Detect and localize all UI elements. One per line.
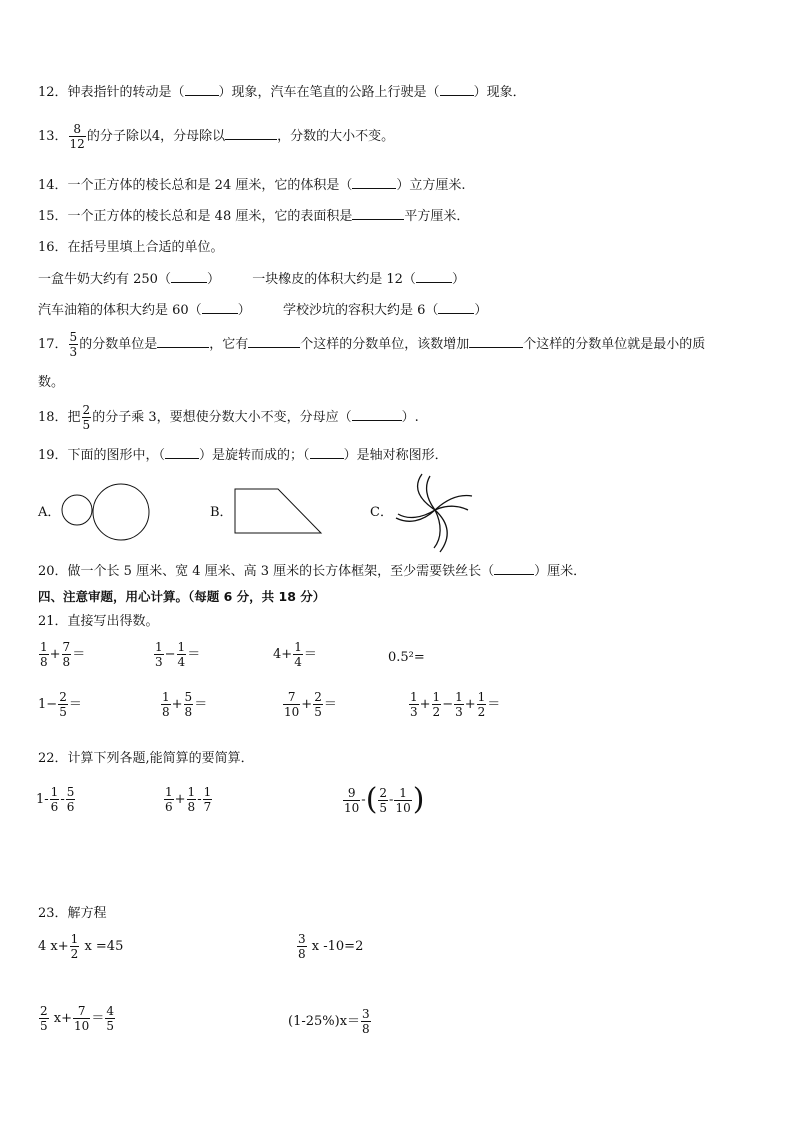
question-12: 12．钟表指针的转动是（ ）现象，汽车在笔直的公路上行驶是（ ）现象． — [38, 85, 526, 100]
answer-blank[interactable] — [438, 301, 474, 314]
answer-blank[interactable] — [165, 446, 199, 459]
question-16-title: 16．在括号里填上合适的单位。 — [38, 240, 224, 255]
answer-blank[interactable] — [310, 446, 344, 459]
answer-blank[interactable] — [185, 83, 219, 96]
calc-22-2: $\frac{1}{6}$ + $\frac{1}{8}$ - $\frac{1}{7}$ — [165, 785, 212, 814]
question-18: 18．把 $\frac{2}{5}$ 的分子乘 3，要想使分数大小不变，分母应（ ）. — [38, 403, 419, 432]
question-16-row2: 汽车油箱的体积大约是 60（ ） 学校沙坑的容积大约是 6（ ） — [38, 303, 488, 318]
question-15: 15．一个正方体的棱长总和是 48 厘米，它的表面积是 平方厘米． — [38, 209, 470, 224]
question-16-row1: 一盒牛奶大约有 250（ ） 一块橡皮的体积大约是 12（ ） — [38, 272, 465, 287]
question-17: 17． $\frac{5}{3}$ 的分数单位是 ，它有 个这样的分数单位，该数增加 个这样的分数单位就是最小的质 — [38, 330, 706, 359]
answer-blank[interactable] — [352, 408, 402, 421]
question-21-title: 21．直接写出得数。 — [38, 614, 159, 629]
question-19: 19．下面的图形中，（ ）是旋转而成的；（ ）是轴对称图形． — [38, 448, 448, 463]
question-23-title: 23．解方程 — [38, 906, 107, 921]
answer-blank[interactable] — [157, 335, 209, 348]
option-a-label: A． — [38, 505, 61, 520]
equation-23-1: 4 x+ $\frac{1}{2}$ x =45 — [38, 932, 124, 961]
equation-23-2: $\frac{3}{8}$ x -10=2 — [298, 932, 364, 961]
pinwheel-figure — [390, 470, 480, 556]
calc-21-3: 4+ $\frac{1}{4}$ ＝ — [273, 640, 317, 669]
answer-blank[interactable] — [171, 270, 207, 283]
question-17-cont: 数。 — [38, 375, 65, 390]
question-22-title: 22．计算下列各题,能简算的要简算． — [38, 751, 254, 766]
answer-blank[interactable] — [469, 335, 523, 348]
calc-21-4: 0.5²= — [388, 650, 425, 665]
answer-blank[interactable] — [352, 207, 404, 220]
calc-21-8: $\frac{1}{3}$ + $\frac{1}{2}$ − $\frac{1}{3}$ + $\frac{1}{2}$ ＝ — [410, 690, 501, 719]
fraction: $\frac{5}{3}$ — [69, 330, 78, 359]
answer-blank[interactable] — [202, 301, 238, 314]
answer-blank[interactable] — [440, 83, 474, 96]
fraction: $\frac{8}{12}$ — [69, 122, 85, 151]
section-4-heading: 四、注意审题，用心计算。（每题 6 分，共 18 分） — [38, 589, 326, 604]
calc-21-6: $\frac{1}{8}$ + $\frac{5}{8}$ ＝ — [162, 690, 208, 719]
fraction: $\frac{2}{5}$ — [82, 403, 91, 432]
option-c-label: C． — [370, 505, 393, 520]
calc-22-3: $\frac{9}{10}$ -( $\frac{2}{5}$ - $\frac{1}{10}$ ) — [344, 782, 425, 817]
calc-21-2: $\frac{1}{3}$ − $\frac{1}{4}$ ＝ — [155, 640, 201, 669]
answer-blank[interactable] — [248, 335, 300, 348]
answer-blank[interactable] — [416, 270, 452, 283]
trapezoid-figure — [230, 485, 326, 537]
equation-23-3: $\frac{2}{5}$ x+ $\frac{7}{10}$ ＝ $\frac{4}{5}$ — [40, 1004, 114, 1033]
option-b-label: B． — [210, 505, 233, 520]
question-14: 14．一个正方体的棱长总和是 24 厘米，它的体积是（ ）立方厘米. — [38, 178, 466, 193]
calc-22-1: 1- $\frac{1}{6}$ - $\frac{5}{6}$ — [36, 785, 75, 814]
answer-blank[interactable] — [225, 127, 277, 140]
question-20: 20．做一个长 5 厘米、宽 4 厘米、高 3 厘米的长方体框架，至少需要铁丝长（ ）厘米． — [38, 564, 587, 579]
calc-21-5: 1− $\frac{2}{5}$ ＝ — [38, 690, 82, 719]
two-circles-figure — [60, 482, 155, 542]
answer-blank[interactable] — [352, 176, 396, 189]
equation-23-4: (1-25%)x＝ $\frac{3}{8}$ — [288, 1007, 370, 1036]
answer-blank[interactable] — [494, 562, 534, 575]
question-13: 13． $\frac{8}{12}$ 的分子除以4，分母除以 ，分数的大小不变。 — [38, 122, 395, 151]
calc-21-1: $\frac{1}{8}$ + $\frac{7}{8}$ ＝ — [40, 640, 86, 669]
calc-21-7: $\frac{7}{10}$ + $\frac{2}{5}$ ＝ — [284, 690, 337, 719]
